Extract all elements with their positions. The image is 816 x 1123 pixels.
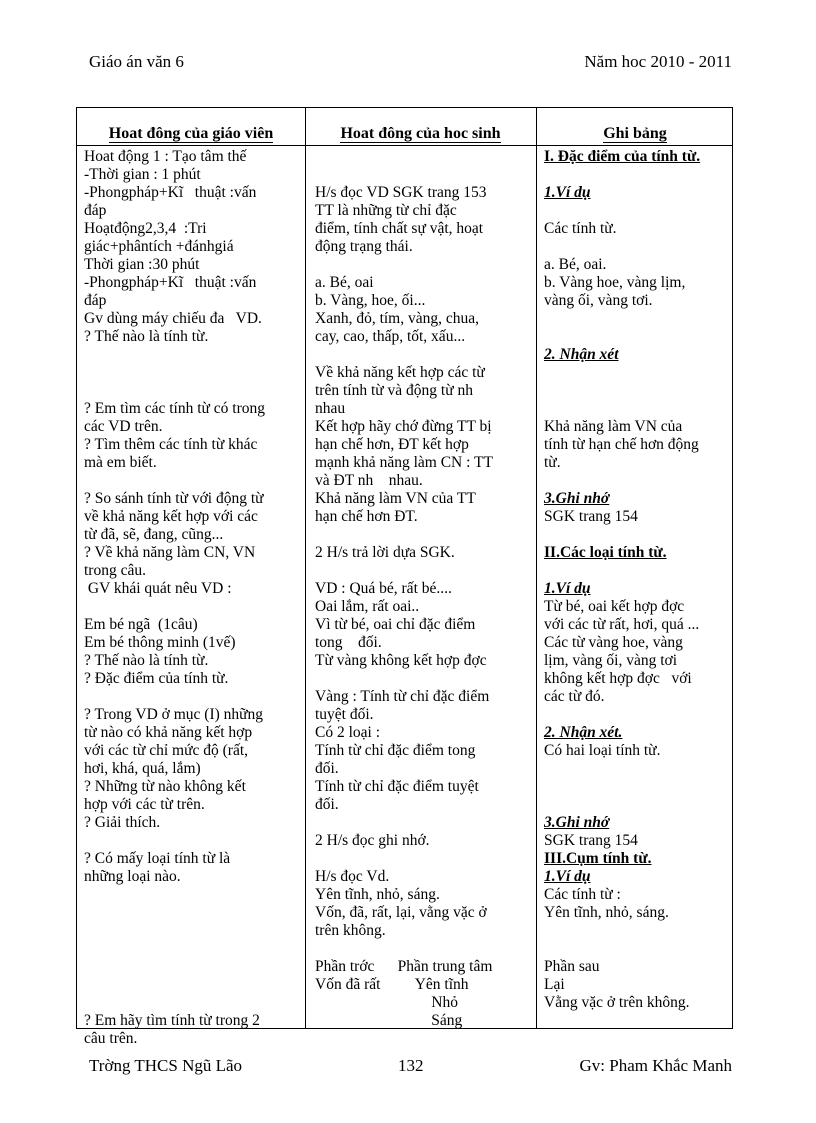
text-line: ? Tìm thêm các tính từ khác [84,436,258,453]
text-line [84,832,302,850]
text-line [315,940,533,958]
text-line [544,166,732,184]
text-line [315,814,533,832]
text-line: Sáng [315,1012,463,1029]
text-line [315,256,533,274]
page-number: 132 [398,1056,424,1075]
text-line: tong đối. [315,634,382,651]
text-line: GV khái quát nêu VD : [84,580,232,597]
text-line: 3.Ghi nhớ [544,490,610,507]
text-line [315,562,533,580]
board-notes-column [544,148,732,1012]
text-line: 2. Nhận xét [544,346,619,363]
text-line: Tính từ chỉ đặc điểm tong [315,742,476,759]
text-line [315,850,533,868]
text-line: H/s đọc Vd. [315,868,390,885]
text-line [84,940,302,958]
text-line: Oai lắm, rất oai.. [315,598,420,615]
text-line: Gv dùng máy chiếu đa VD. [84,310,262,327]
text-line: SGK trang 154 [544,508,638,525]
text-line: không kết hợp đợc với [544,670,692,687]
text-line: hạn chế hơn ĐT. [315,508,418,525]
text-line: và ĐT nh nhau. [315,472,423,489]
text-line: Các tính từ : [544,886,621,903]
text-line: 2 H/s trả lời dựa SGK. [315,544,455,561]
text-line [544,940,732,958]
text-line: Vì từ bé, oai chỉ đặc điểm [315,616,476,633]
text-line: Vằng vặc ở trên không. [544,994,690,1011]
text-line: Phần trớc Phần trung tâm [315,958,493,975]
text-line [315,166,533,184]
text-line [544,760,732,778]
text-line: Từ vàng không kết hợp đợc [315,652,487,669]
text-line [84,886,302,904]
text-line: ? Về khả năng làm CN, VN [84,544,256,561]
text-line: ? So sánh tính từ với động từ [84,490,264,507]
text-line: TT là những từ chỉ đặc [315,202,457,219]
text-line: II.Các loại tính từ. [544,544,667,561]
text-line [84,346,302,364]
text-line [544,382,732,400]
text-line: ? Em tìm các tính từ có trong [84,400,266,417]
text-line: VD : Quá bé, rất bé.... [315,580,452,597]
text-line [544,472,732,490]
text-line [544,922,732,940]
text-line: mạnh khả năng làm CN : TT [315,454,493,471]
text-line: Hoạtđộng2,3,4 :Tri [84,220,207,237]
text-line: 2. Nhận xét. [544,724,623,741]
text-line: Kết hợp hãy chớ đừng TT bị [315,418,492,435]
text-line: -Phongpháp+Kĩ thuật :vấn [84,184,257,201]
text-line: Vốn, đã, rất, lại, vằng vặc ở [315,904,487,921]
text-line: 2 H/s đọc ghi nhớ. [315,832,430,849]
text-line: Khả năng làm VN của TT [315,490,476,507]
text-line [84,472,302,490]
text-line [544,238,732,256]
text-line: Phần sau [544,958,600,975]
column-divider [536,108,537,1028]
footer-school: Trờng THCS Ngũ Lão [89,1056,243,1075]
header-right: Năm hoc 2010 - 2011 [584,52,732,71]
text-line: trong câu. [84,562,146,579]
text-line: về khả năng kết hợp với các [84,508,258,525]
text-line [315,148,533,166]
text-line: trên tính từ và động từ nh [315,382,474,399]
text-line [84,922,302,940]
text-line: a. Bé, oai [315,274,374,291]
text-line: Xanh, đỏ, tím, vàng, chua, [315,310,480,327]
text-line: Có 2 loại : [315,724,381,741]
text-line [84,958,302,976]
text-line: Hoat động 1 : Tạo tâm thế [84,148,247,165]
text-line: ? Thế nào là tính từ. [84,328,209,345]
text-line: Vốn đã rất Yên tĩnh [315,976,469,993]
text-line [315,526,533,544]
text-line [84,598,302,616]
text-line [315,346,533,364]
text-line: III.Cụm tính từ. [544,850,652,867]
text-line: ? Giải thích. [84,814,161,831]
text-line: giác+phântích +đánhgiá [84,238,234,255]
text-line: ? Những từ nào không kết [84,778,246,795]
text-line: đối. [315,760,339,777]
text-line: trên không. [315,922,386,939]
text-line: từ đã, sẽ, đang, cũng... [84,526,224,543]
header-teacher: Hoat đông của giáo viên [108,125,274,142]
text-line [84,688,302,706]
text-line [544,562,732,580]
student-activity-column [315,148,533,1030]
text-line: 1.Ví dụ [544,868,591,885]
header-left: Giáo án văn 6 [89,52,184,71]
text-line: với các từ rất, hơi, quá ... [544,616,700,633]
text-line: Em bé ngã (1câu) [84,616,198,633]
text-line: cay, cao, thấp, tốt, xấu... [315,328,466,345]
text-line [544,364,732,382]
text-line [84,382,302,400]
text-line: nhau [315,400,346,417]
text-line [315,670,533,688]
column-divider [305,108,306,1028]
text-line: a. Bé, oai. [544,256,607,273]
text-line [544,706,732,724]
text-line: b. Vàng hoe, vàng lịm, [544,274,686,291]
text-line: ? Đặc điểm của tính từ. [84,670,229,687]
text-line: từ nào có khả năng kết hợp [84,724,253,741]
text-line: 3.Ghi nhớ [544,814,610,831]
text-line: I. Đặc điểm của tính từ. [544,148,701,165]
text-line: Lại [544,976,565,993]
teacher-activity-column [84,148,302,1048]
text-line: Em bé thông minh (1vế) [84,634,236,651]
text-line: Thời gian :30 phút [84,256,200,273]
text-line [544,796,732,814]
text-line: hơi, khá, quá, lắm) [84,760,201,777]
text-line: hạn chế hơn, ĐT kết hợp [315,436,469,453]
text-line: với các từ chỉ mức độ (rất, [84,742,249,759]
text-line: từ. [544,454,561,471]
lesson-table [76,107,733,1047]
text-line: Yên tĩnh, nhỏ, sáng. [544,904,669,921]
text-line: hợp với các từ trên. [84,796,205,813]
text-line [544,778,732,796]
text-line: Khả năng làm VN của [544,418,683,435]
text-line: đáp [84,292,107,309]
text-line: Từ bé, oai kết hợp đợc [544,598,685,615]
text-line: ? Thế nào là tính từ. [84,652,209,669]
text-line: tính từ hạn chế hơn động [544,436,699,453]
text-line [544,400,732,418]
text-line: lịm, vàng ối, vàng tơi [544,652,678,669]
text-line: câu trên. [84,1030,138,1047]
text-line: đối. [315,796,339,813]
text-line [544,328,732,346]
text-line: Yên tĩnh, nhỏ, sáng. [315,886,440,903]
text-line: đáp [84,202,107,219]
text-line [544,202,732,220]
text-line: Vàng : Tính từ chỉ đặc điểm [315,688,490,705]
text-line: H/s đọc VD SGK trang 153 [315,184,487,201]
text-line: Về khả năng kết hợp các từ [315,364,485,381]
text-line: những loại nào. [84,868,181,885]
text-line: Các tính từ. [544,220,617,237]
text-line: ? Trong VD ở mục (I) những [84,706,264,723]
text-line: Có hai loại tính từ. [544,742,661,759]
text-line: SGK trang 154 [544,832,638,849]
text-line: mà em biết. [84,454,157,471]
header-student: Hoat đông của hoc sinh [340,125,501,142]
header-board: Ghi bảng [603,125,667,142]
text-line: tuyệt đối. [315,706,374,723]
text-line: các VD trên. [84,418,163,435]
header-row-divider [77,145,732,146]
text-line: Nhỏ [315,994,458,1011]
text-line: điểm, tính chất sự vật, hoạt [315,220,484,237]
text-line: -Thời gian : 1 phút [84,166,201,183]
text-line [84,994,302,1012]
text-line: ? Có mấy loại tính từ là [84,850,231,867]
footer-teacher: Gv: Pham Khắc Manh [579,1056,732,1075]
text-line: động trạng thái. [315,238,413,255]
text-line: -Phongpháp+Kĩ thuật :vấn [84,274,257,291]
text-line: Các từ vàng hoe, vàng [544,634,683,651]
text-line: ? Em hãy tìm tính từ trong 2 [84,1012,260,1029]
text-line [84,904,302,922]
text-line: các từ đó. [544,688,605,705]
text-line: Tính từ chỉ đặc điểm tuyệt [315,778,479,795]
text-line: b. Vàng, hoe, ối... [315,292,426,309]
text-line: 1.Ví dụ [544,184,591,201]
text-line: 1.Ví dụ [544,580,591,597]
text-line [84,364,302,382]
text-line [544,526,732,544]
text-line [84,976,302,994]
text-line [544,310,732,328]
text-line: vàng ối, vàng tơi. [544,292,653,309]
